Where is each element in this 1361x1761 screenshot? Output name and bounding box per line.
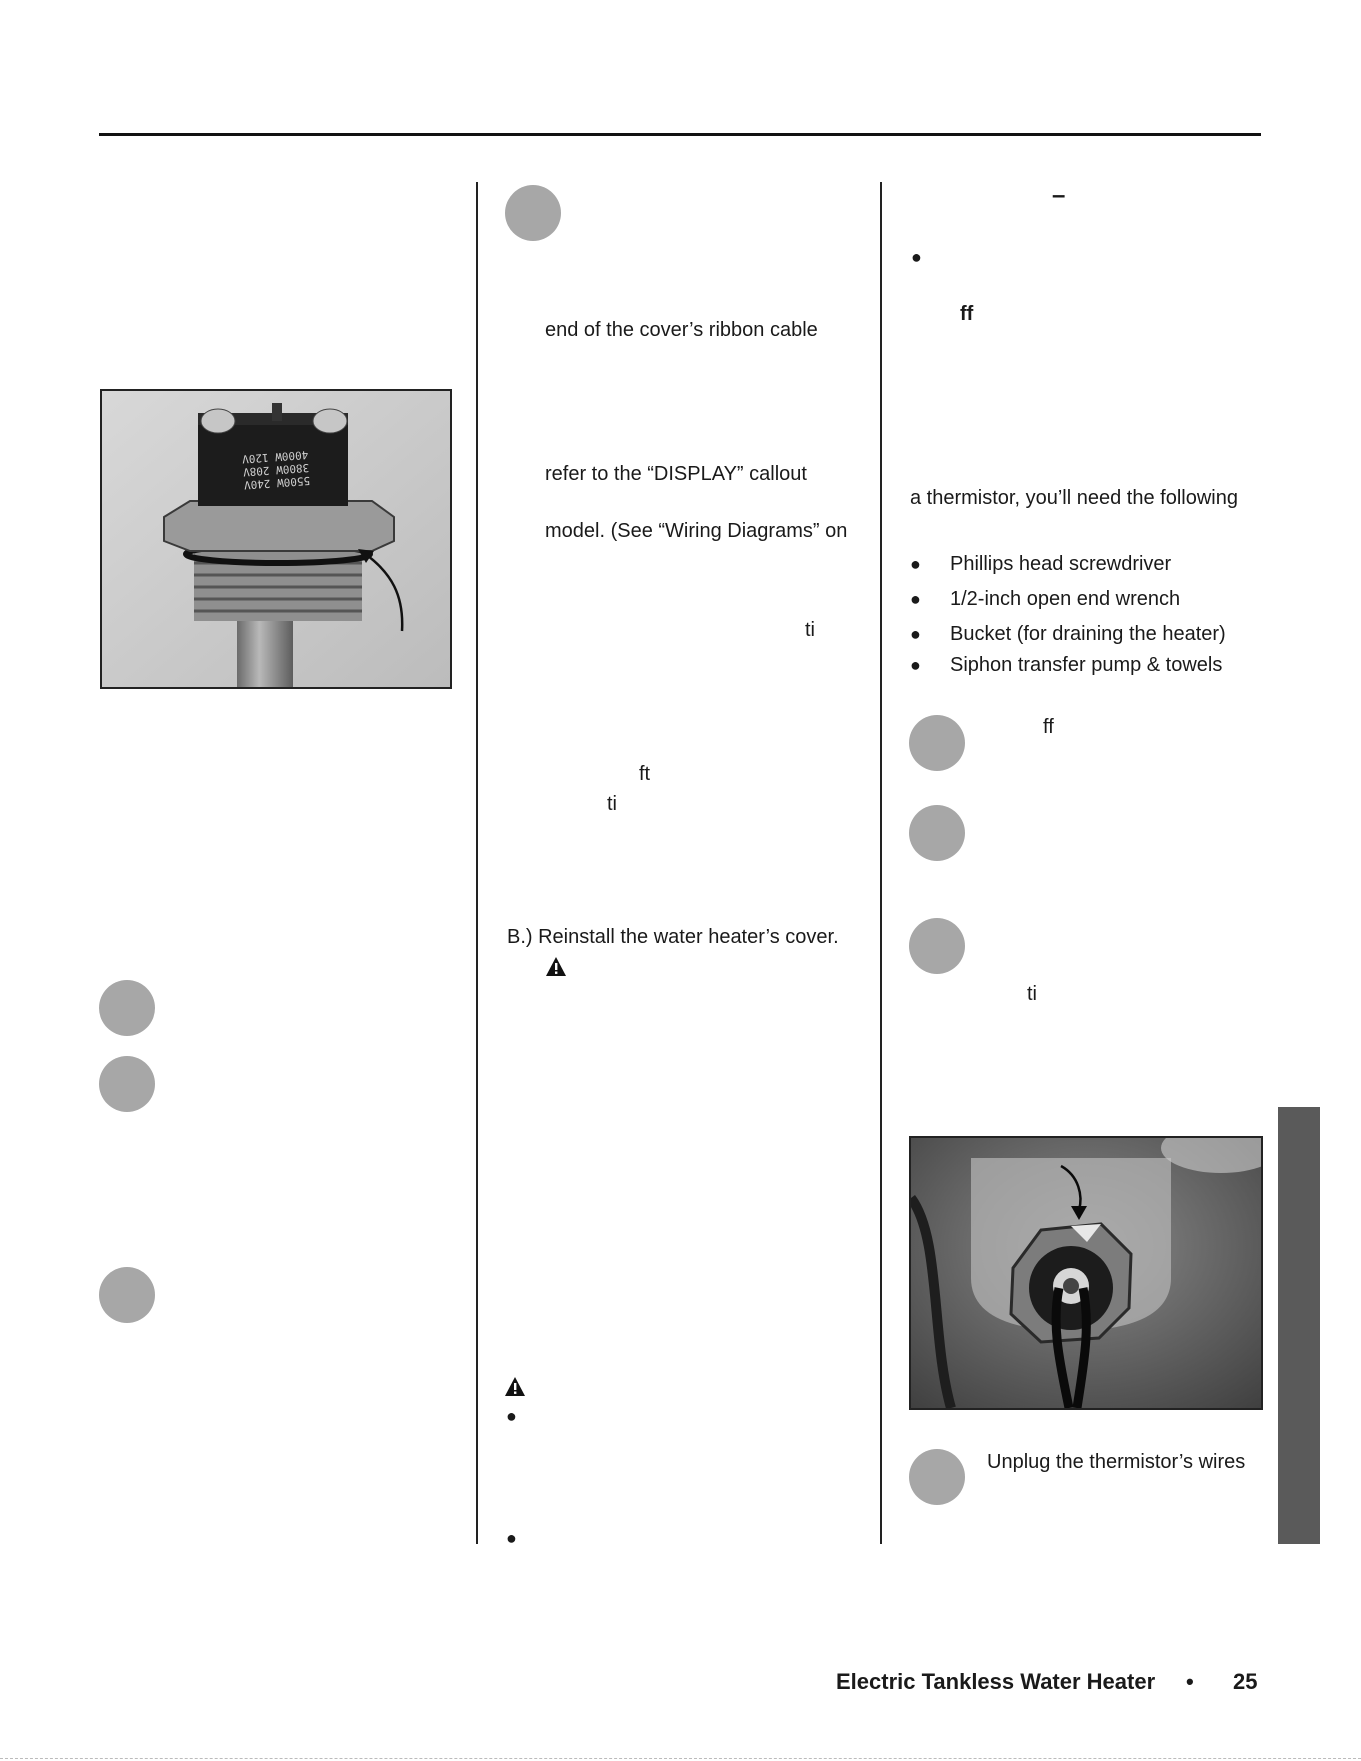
svg-text:4000W 120V: 4000W 120V	[241, 448, 309, 466]
thermistor-tools-intro: a thermistor, you’ll need the following	[910, 487, 1238, 509]
heating-element-image	[102, 391, 450, 687]
column-divider-right	[880, 182, 882, 1544]
heating-element-photo	[100, 389, 452, 689]
wiring-diagrams-text: model. (See “Wiring Diagrams” on	[545, 520, 848, 542]
page-number: 25	[1233, 1669, 1258, 1694]
ligature-fragment-ti-1: ti	[805, 619, 815, 641]
step-circle-7	[909, 1449, 965, 1505]
footer-separator: •	[1186, 1669, 1194, 1694]
warning-triangle-icon	[504, 1376, 526, 1398]
step-b-reinstall-cover: B.) Reinstall the water heater’s cover.	[507, 926, 839, 948]
step-circle-4	[909, 715, 965, 771]
ligature-fragment-ff-bold: ff	[960, 303, 974, 325]
heading-dash: –	[1052, 182, 1066, 209]
section-side-tab	[1278, 1107, 1320, 1544]
header-rule	[99, 133, 1261, 136]
list-item: ● Phillips head screwdriver	[910, 553, 1172, 575]
display-callout-text: refer to the “DISPLAY” callout	[545, 463, 807, 485]
thermistor-photo	[909, 1136, 1263, 1410]
step-circle-5	[909, 805, 965, 861]
thermistor-image	[911, 1138, 1261, 1408]
step-circle-3	[99, 1267, 155, 1323]
bullet-dot: ●	[506, 1406, 517, 1426]
step-circle-2	[99, 1056, 155, 1112]
bullet-dot: ●	[506, 1528, 517, 1548]
svg-text:3800W 208V: 3800W 208V	[242, 460, 310, 479]
page-edge-rule	[0, 1758, 1361, 1759]
ribbon-cable-text: end of the cover’s ribbon cable	[545, 319, 818, 341]
warning-triangle-icon	[545, 956, 567, 978]
svg-text:5500W 240V: 5500W 240V	[243, 473, 311, 492]
list-item: ● Bucket (for draining the heater)	[910, 623, 1226, 645]
step-circle-1	[99, 980, 155, 1036]
ligature-fragment-ti-2: ti	[607, 793, 617, 815]
list-item: ● 1/2-inch open end wrench	[910, 588, 1181, 610]
ligature-fragment-ft: ft	[639, 763, 651, 785]
step-circle-6	[909, 918, 965, 974]
column-divider-left	[476, 182, 478, 1544]
unplug-thermistor-text: Unplug the thermistor’s wires	[987, 1451, 1246, 1473]
ligature-fragment-ff: ff	[1043, 716, 1054, 738]
list-item: ● Siphon transfer pump & towels	[910, 654, 1223, 676]
bullet-dot: ●	[911, 247, 922, 267]
ligature-fragment-ti-3: ti	[1027, 983, 1037, 1005]
step-circle-a	[505, 185, 561, 241]
footer-title: Electric Tankless Water Heater	[836, 1669, 1156, 1694]
